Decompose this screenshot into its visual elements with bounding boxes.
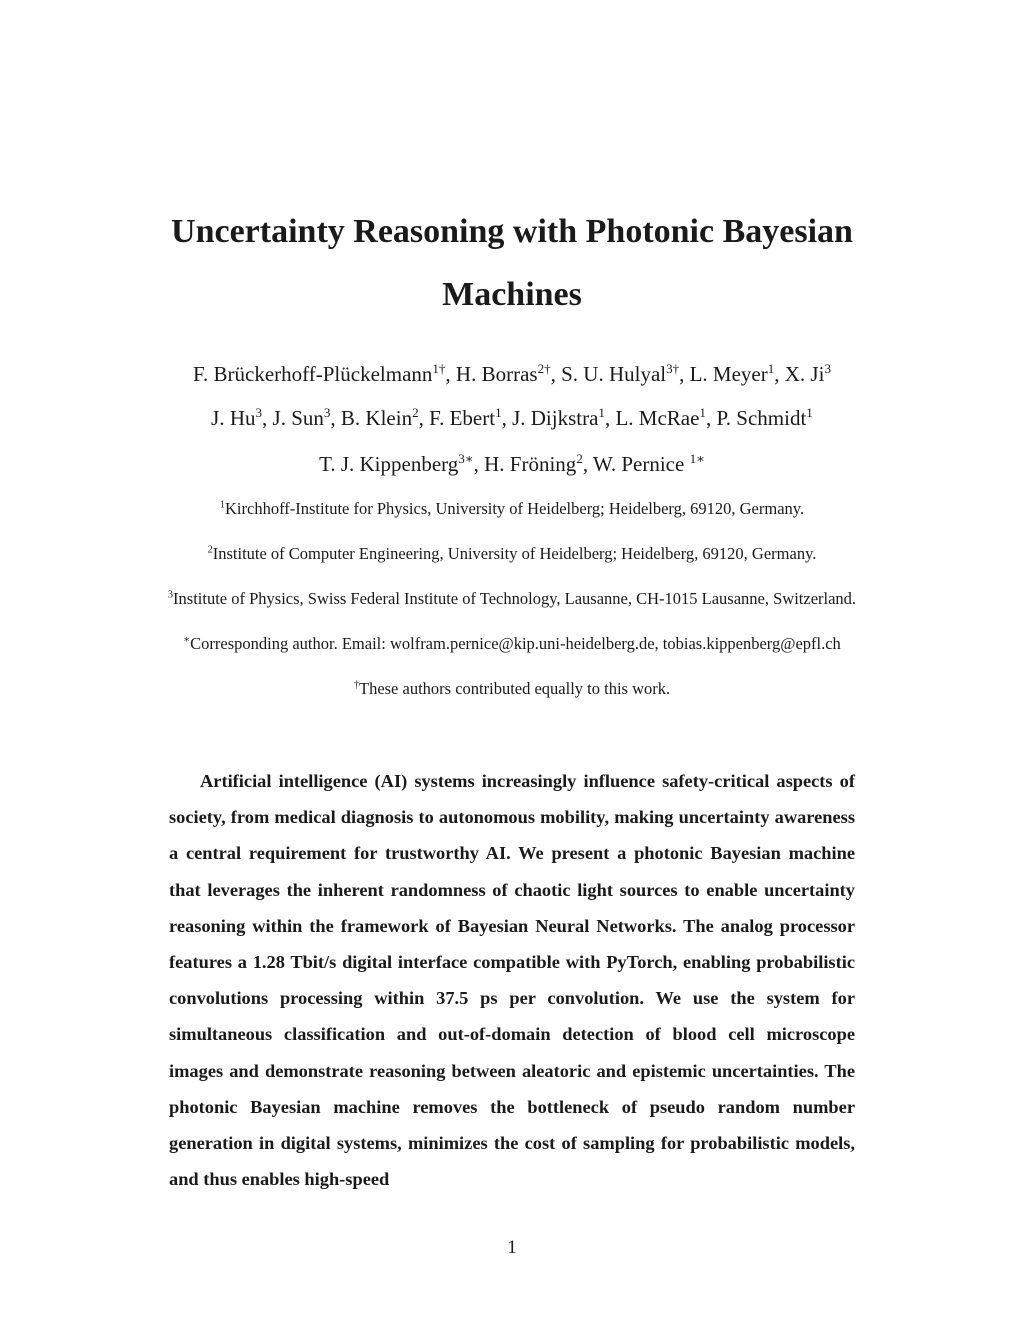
author-affiliation-mark: 3 <box>323 404 331 420</box>
author-name: F. Ebert <box>429 406 496 430</box>
author <box>319 452 474 476</box>
author-name: L. McRae <box>615 406 700 430</box>
abstract-paragraph: Artificial intelligence (AI) systems increasingly influence safety-critical aspects of society, from medical diagnosis to autonomous mobility, making uncertainty awareness a central requirement for trustworthy AI. We present a photonic Bayesian machine that leverages the inherent randomness of chaotic light sources to enable uncertainty reasoning within the framework of Bayesian Neural Networks. The analog processor features a 1.28 Tbit/s digital interface compatible with PyTorch, enabling probabilistic convolutions processing within 37.5 ps per convolution. We use the system for simultaneous classification and out-of-domain detection of blood cell microscope images and demonstrate reasoning between aleatoric and epistemic uncertainties. The photonic Bayesian machine removes the bottleneck of pseudo random number generation in digital systems, minimizes the cost of sampling for probabilistic models, and thus enables high-speed <box>169 771 855 1190</box>
author-affiliation-mark: 1 <box>699 404 706 420</box>
author <box>593 452 705 476</box>
author-affiliation-mark: 2 <box>412 404 419 420</box>
author-affiliation-mark: 1† <box>432 360 446 376</box>
author-affiliation-mark: 2 <box>576 450 583 466</box>
equal-contribution-note <box>80 678 944 700</box>
author <box>561 362 679 386</box>
author <box>341 406 419 430</box>
author-list-line-1: F. Brückerhoff-Plückelmann$^{1\dagger}$, H. Borras$^{2\dagger}$, S. U. Hulyal$^{3\dagger}$, L. Meyer$^1$, X. Ji$^3$ <box>193 360 831 386</box>
author-name: P. Schmidt <box>716 406 807 430</box>
affiliation-text: Institute of Physics, Swiss Federal Institute of Technology, Lausanne, CH-1015 Lausanne, Switzerland. <box>173 589 857 608</box>
author <box>429 406 502 430</box>
paper-title-line-1: Uncertainty Reasoning with Photonic Bayesian <box>171 213 853 250</box>
affiliation-2 <box>80 543 944 565</box>
author-name: T. J. Kippenberg <box>319 452 459 476</box>
author-name: J. Dijkstra <box>512 406 599 430</box>
affiliation-text: Kirchhoff-Institute for Physics, University of Heidelberg; Heidelberg, 69120, Germany. <box>225 499 805 518</box>
author-affiliation-mark: 1∗ <box>689 450 705 466</box>
author-name: L. Meyer <box>689 362 768 386</box>
author-affiliation-mark: 3 <box>824 360 831 376</box>
affiliation-mark: 2 <box>207 544 213 556</box>
author-name: H. Borras <box>455 362 538 386</box>
author <box>716 406 812 430</box>
author <box>512 406 605 430</box>
author <box>193 362 445 386</box>
author-name: B. Klein <box>340 406 413 430</box>
author-name: F. Brückerhoff-Plückelmann <box>193 362 433 386</box>
author-affiliation-mark: 2† <box>537 360 551 376</box>
author-affiliation-mark: 3 <box>255 404 263 420</box>
author-name: H. Fröning <box>484 452 577 476</box>
author <box>273 406 331 430</box>
author-name: S. U. Hulyal <box>561 362 667 386</box>
affiliation-3 <box>80 588 944 610</box>
author <box>211 406 262 430</box>
affiliation-1 <box>80 498 944 520</box>
author-list-line-3: T. J. Kippenberg$^{3∗}$, H. Fröning$^2$, W. Pernice $^{1∗}$ <box>319 450 705 476</box>
corresponding-author-note <box>80 633 944 655</box>
equal-contribution-mark: † <box>353 679 359 691</box>
equal-contribution-text: These authors contributed equally to this work. <box>358 679 671 698</box>
author-affiliation-mark: 3† <box>666 360 680 376</box>
author-affiliation-mark: 1 <box>806 404 813 420</box>
author-name: W. Pernice <box>592 452 690 476</box>
author-affiliation-mark: 1 <box>598 404 605 420</box>
affiliation-mark: 1 <box>219 499 226 511</box>
paper-title-line-2: Machines <box>442 276 582 313</box>
affiliation-mark: 3 <box>167 589 174 601</box>
corresponding-text: Corresponding author. Email: wolfram.pernice@kip.uni-heidelberg.de, tobias.kippenberg@epfl.ch <box>190 634 841 653</box>
author-name: J. Hu <box>211 406 256 430</box>
author-affiliation-mark: 1 <box>767 360 775 376</box>
author <box>785 362 831 386</box>
author-name: X. Ji <box>784 362 825 386</box>
author <box>456 362 551 386</box>
author <box>615 406 706 430</box>
author <box>690 362 775 386</box>
author-list-line-2: J. Hu$^3$, J. Sun$^3$, B. Klein$^2$, F. Ebert$^1$, J. Dijkstra$^1$, L. McRae$^1$, P. Schmidt$^1$ <box>211 404 813 430</box>
author-affiliation-mark: 3∗ <box>458 450 474 466</box>
author-affiliation-mark: 1 <box>495 404 502 420</box>
author <box>484 452 583 476</box>
page-number: 1 <box>507 1237 517 1258</box>
author-name: J. Sun <box>272 406 324 430</box>
corresponding-mark: ∗ <box>183 634 191 646</box>
affiliation-text: Institute of Computer Engineering, University of Heidelberg; Heidelberg, 69120, Germany. <box>212 544 817 563</box>
